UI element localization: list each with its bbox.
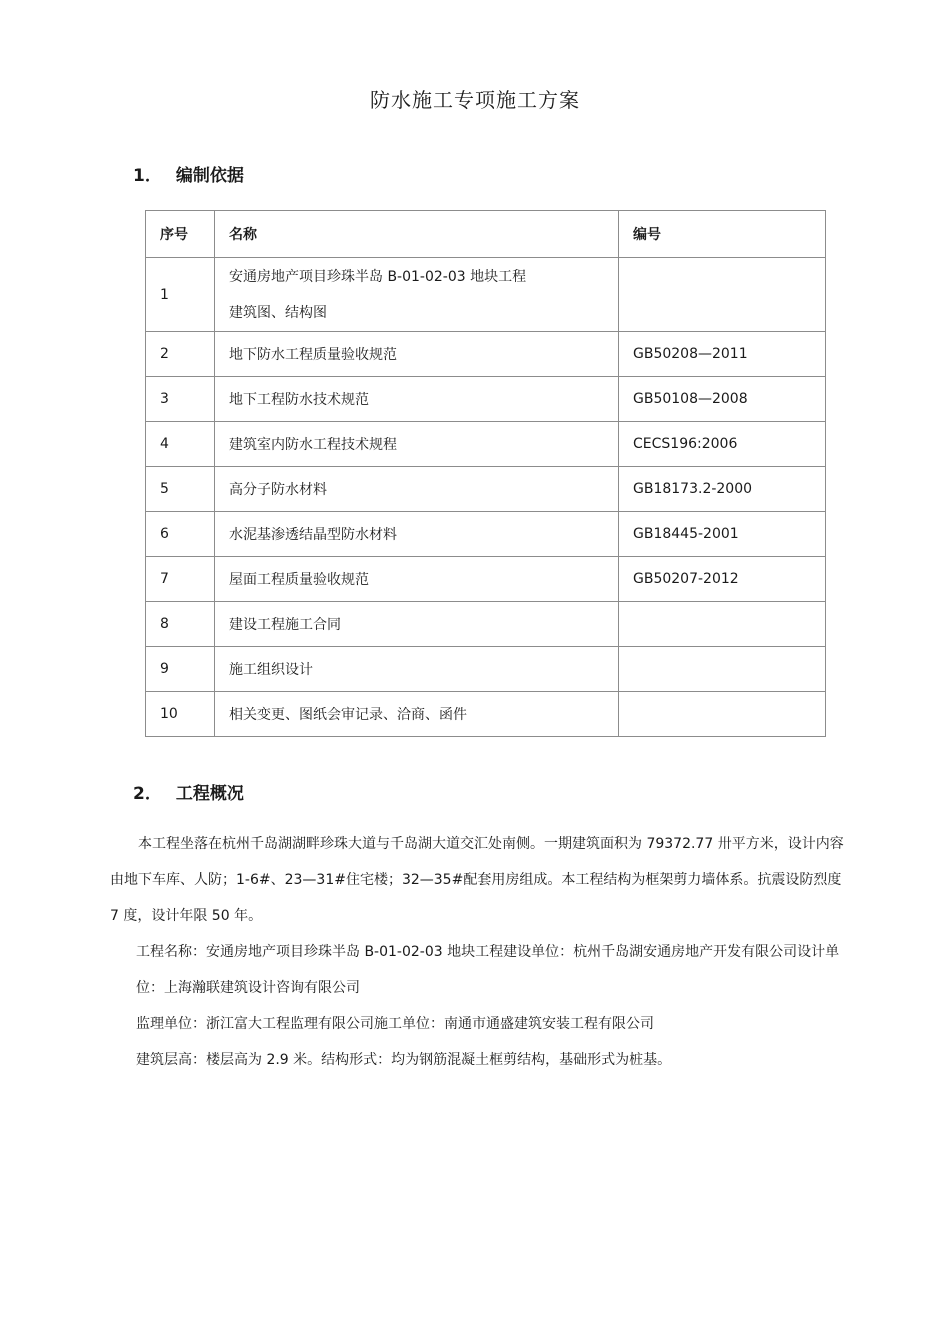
cell-no: 4	[146, 422, 215, 467]
cell-name: 施工组织设计	[215, 647, 619, 692]
cell-name: 相关变更、图纸会审记录、洽商、函件	[215, 692, 619, 737]
section-number: 1．	[133, 166, 162, 186]
cell-no: 2	[146, 332, 215, 377]
cell-name-line: 安通房地产项目珍珠半岛 B-01-02-03 地块工程	[229, 268, 527, 285]
table-row	[146, 377, 826, 422]
cell-code: CECS196:2006	[619, 422, 826, 467]
cell-name: 地下防水工程质量验收规范	[215, 332, 619, 377]
cell-name-line: 建筑图、结构图	[229, 304, 327, 321]
table-row	[146, 557, 826, 602]
header-no: 序号	[146, 211, 215, 258]
overview-body	[110, 826, 852, 1078]
table-row	[146, 332, 826, 377]
section-heading-basis	[133, 161, 244, 186]
page-title: 防水施工专项施工方案	[370, 88, 580, 112]
header-code: 编号	[619, 211, 826, 258]
cell-no: 9	[146, 647, 215, 692]
cell-no: 10	[146, 692, 215, 737]
cell-name	[215, 258, 619, 332]
cell-name: 地下工程防水技术规范	[215, 377, 619, 422]
section-label: 编制依据	[175, 166, 244, 186]
overview-paragraph: 本工程坐落在杭州千岛湖湖畔珍珠大道与千岛湖大道交汇处南侧。一期建筑面积为 79372.77 卅平方米，设计内容由地下车库、人防；1-6#、23—31#住宅楼；32—35#配套用房组成。本工程结构为框架剪力墙体系。抗震设防烈度 7 度，设计年限 50 年。	[110, 836, 844, 924]
cell-no: 3	[146, 377, 215, 422]
cell-code: GB18173.2-2000	[619, 467, 826, 512]
cell-code	[619, 602, 826, 647]
cell-no: 7	[146, 557, 215, 602]
table-row	[146, 467, 826, 512]
table-row	[146, 602, 826, 647]
cell-name: 建设工程施工合同	[215, 602, 619, 647]
table-row	[146, 512, 826, 557]
section-heading-overview	[133, 779, 244, 804]
cell-name: 水泥基渗透结晶型防水材料	[215, 512, 619, 557]
section-label: 工程概况	[175, 784, 244, 804]
table-header-row	[146, 211, 826, 258]
table-row	[146, 422, 826, 467]
cell-code	[619, 258, 826, 332]
cell-no: 5	[146, 467, 215, 512]
cell-name: 高分子防水材料	[215, 467, 619, 512]
cell-name: 建筑室内防水工程技术规程	[215, 422, 619, 467]
cell-code: GB50108—2008	[619, 377, 826, 422]
overview-paragraph: 监理单位：浙江富大工程监理有限公司施工单位：南通市通盛建筑安装工程有限公司	[136, 1016, 654, 1032]
table-row	[146, 258, 826, 332]
cell-code: GB18445-2001	[619, 512, 826, 557]
cell-no: 8	[146, 602, 215, 647]
cell-no: 1	[146, 258, 215, 332]
cell-code	[619, 647, 826, 692]
cell-name: 屋面工程质量验收规范	[215, 557, 619, 602]
overview-paragraph: 工程名称：安通房地产项目珍珠半岛 B-01-02-03 地块工程建设单位：杭州千岛湖安通房地产开发有限公司设计单位：上海瀚联建筑设计咨询有限公司	[136, 944, 840, 996]
cell-code	[619, 692, 826, 737]
cell-code: GB50207-2012	[619, 557, 826, 602]
cell-code: GB50208—2011	[619, 332, 826, 377]
table-row	[146, 692, 826, 737]
overview-paragraph: 建筑层高：楼层高为 2.9 米。结构形式：均为钢筋混凝土框剪结构，基础形式为桩基。	[136, 1052, 672, 1068]
table-row	[146, 647, 826, 692]
header-name: 名称	[215, 211, 619, 258]
section-number: 2．	[133, 784, 162, 804]
basis-table	[145, 210, 826, 737]
cell-no: 6	[146, 512, 215, 557]
